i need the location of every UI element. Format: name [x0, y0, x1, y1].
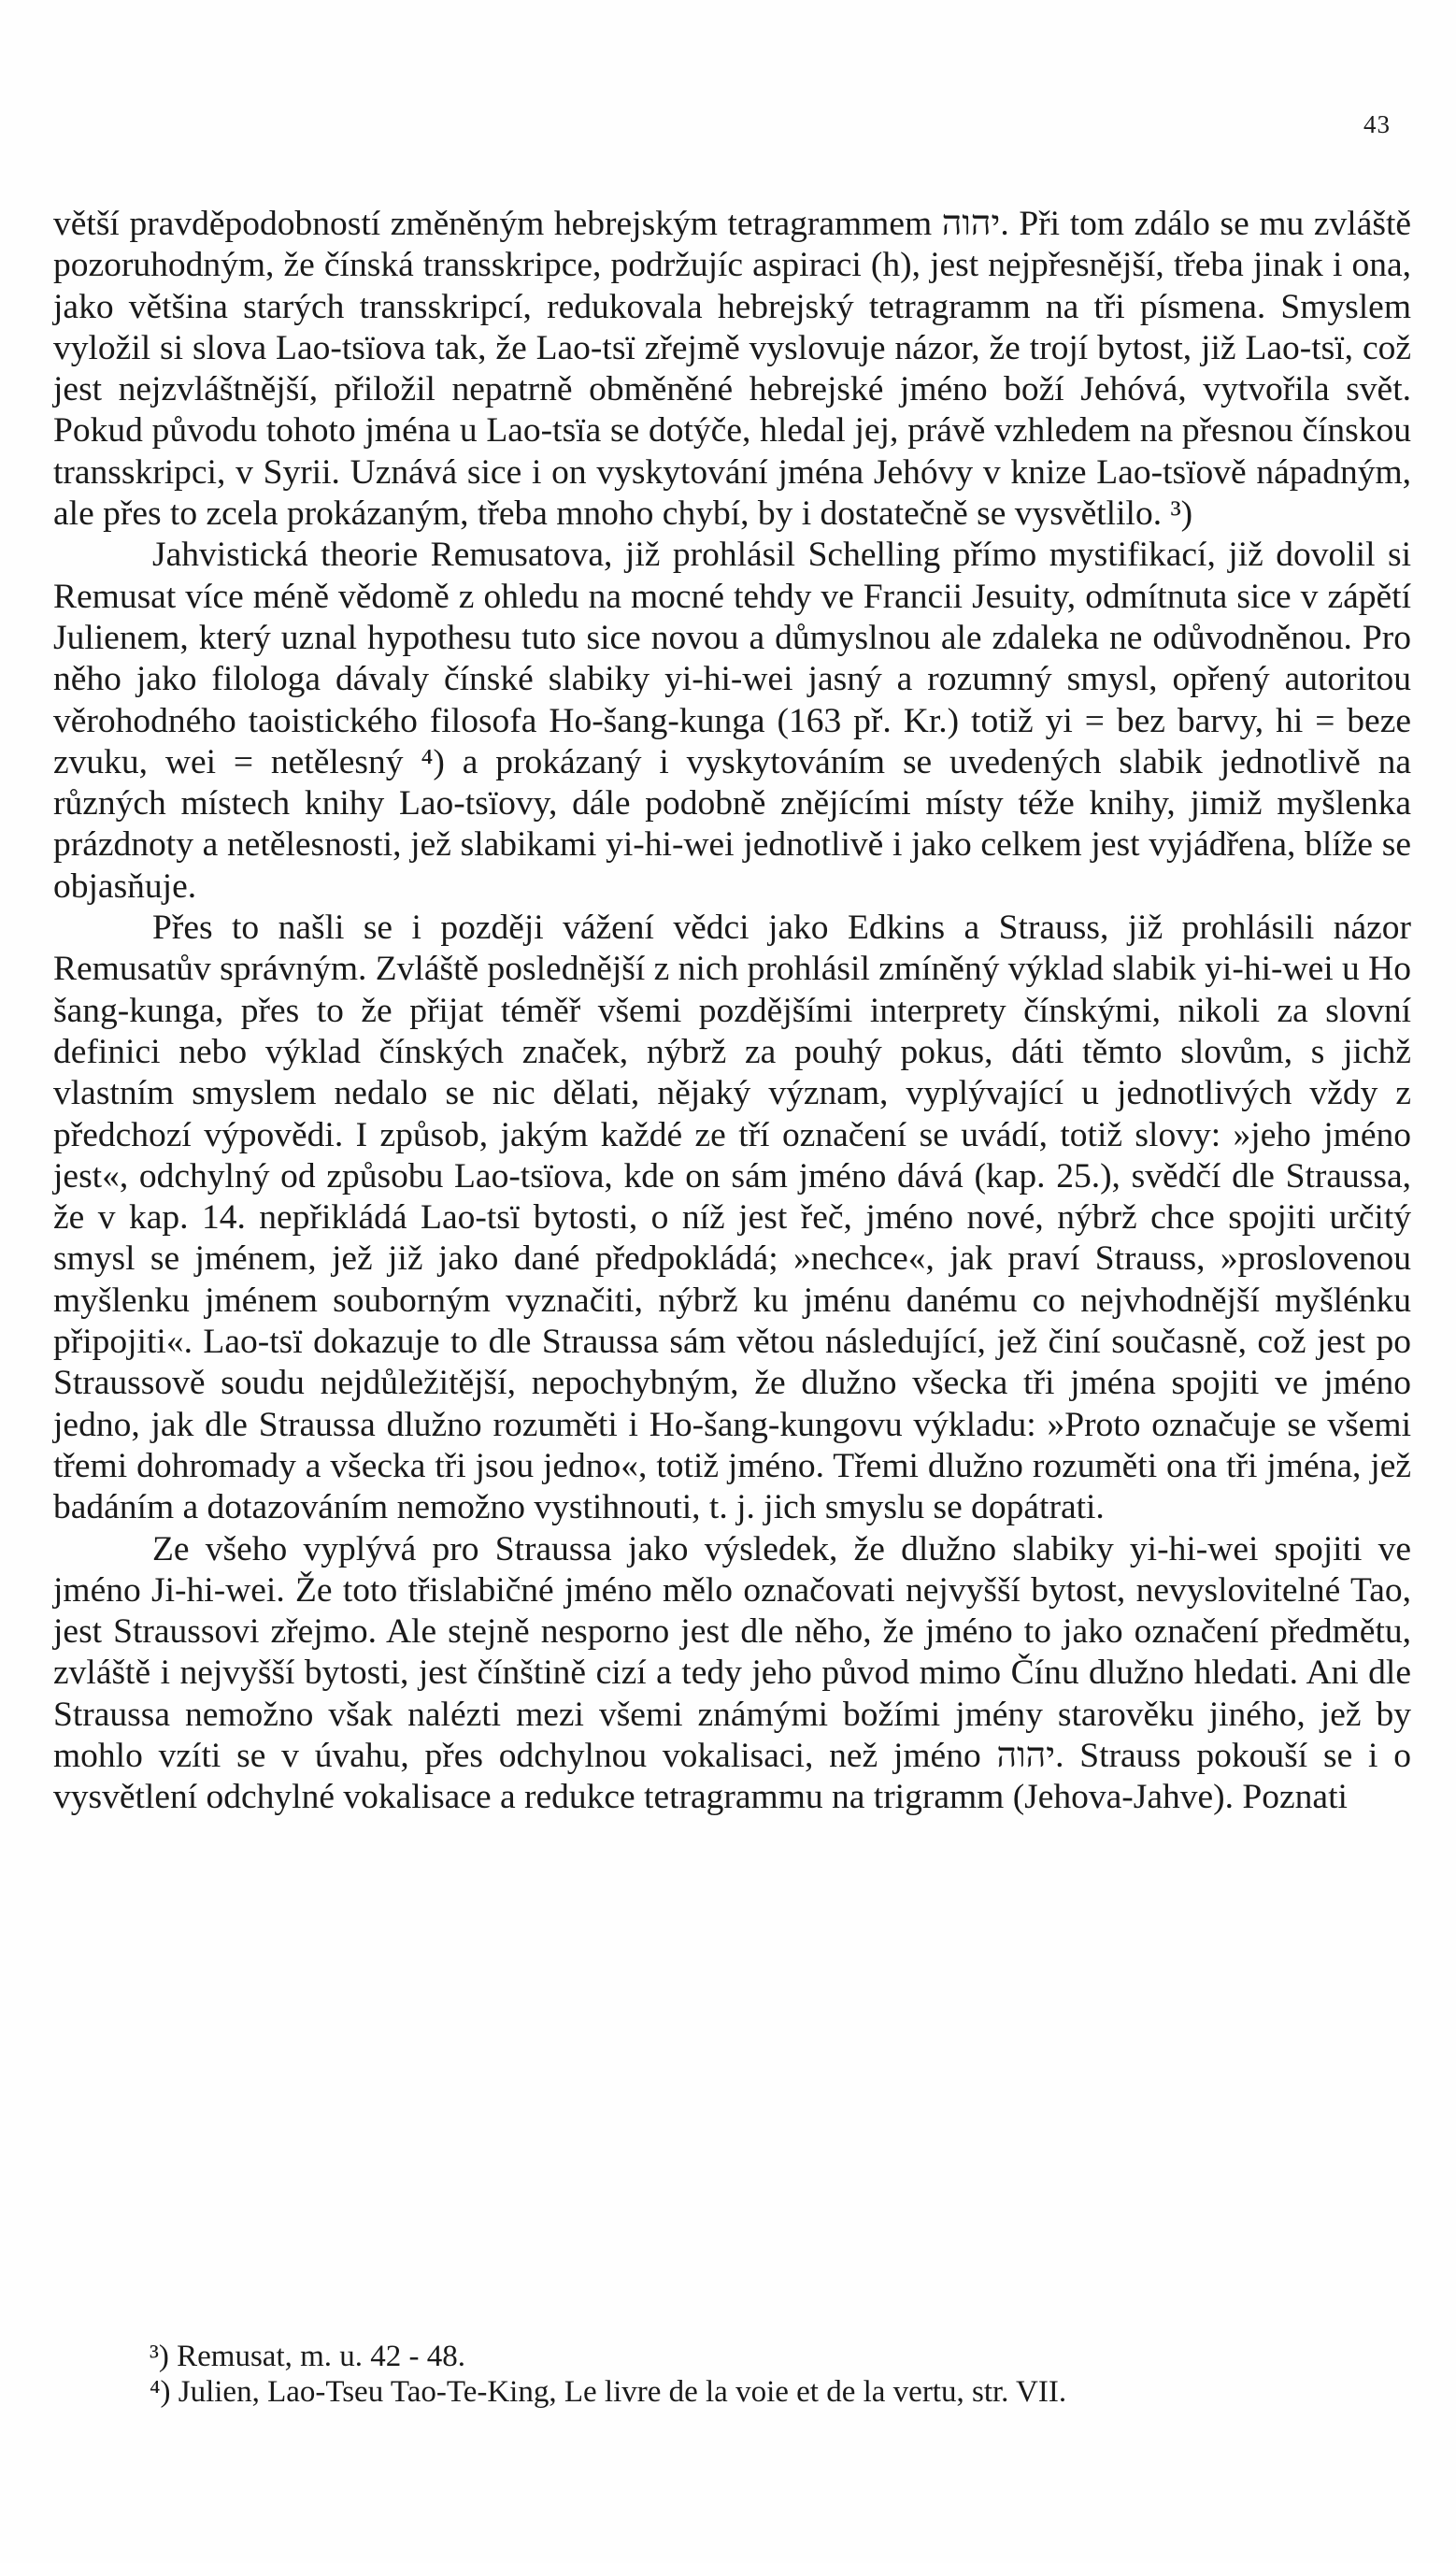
page-number: 43: [1363, 110, 1391, 138]
footnotes: [150, 2339, 1413, 2410]
paragraph-3: Přes to našli se i později vážení vědci jako Edkins a Strauss, již prohlásili názor Remusatův správným. Zvláště poslednější z nich prohlásil zmíněný výklad slabik yi-hi-wei u Ho šang-kunga, přes to že přijat téměř všemi pozdějšími interprety čínskými, nikoli za slovní definici nebo výklad čínských značek, nýbrž za pouhý pokus, dáti těmto slovům, s jichž vlastním smyslem nedalo se nic dělati, nějaký význam, vyplývající u jednotlivých vždy z předchozí výpovědi. I způsob, jakým každé ze tří označení se uvádí, totiž slovy: »jeho jméno jest«, odchylný od způsobu Lao-tsïova, kde on sám jméno dává (kap. 25.), svědčí dle Straussa, že v kap. 14. nepřikládá Lao-tsï bytosti, o níž jest řeč, jméno nové, nýbrž chce spojiti určitý smysl se jménem, jež již jako dané předpokládá; »nechce«, jak praví Strauss, »proslovenou myšlenku jménem souborným vyznačiti, nýbrž ku jménu danému co nejvhodnější myšlénku připojiti«. Lao-tsï dokazuje to dle Straussa sám větou následující, jež činí současně, což jest po Straussově soudu nejdůležitější, nepochybným, že dlužno všecka tři jména spojiti ve jméno jedno, jak dle Straussa dlužno rozuměti i Ho-šang-kungovu výkladu: »Proto označuje se všemi třemi dohromady a všecka tři jsou jedno«, totiž jméno. Třemi dlužno rozuměti ona tři jména, jež badáním a dotazováním nemožno vystihnouti, t. j. jich smyslu se dopátrati.: [53, 909, 1411, 1527]
paragraph-2: Jahvistická theorie Remusatova, již prohlásil Schelling přímo mystifikací, již dovolil si Remusat více méně vědomě z ohledu na mocné tehdy ve Francii Jesuity, odmítnuta sice v zápětí Julienem, který uznal hypothesu tuto sice novou a důmyslnou ale zdaleka ne odůvodněnou. Pro něho jako filologa dávaly čínské slabiky yi-hi-wei jasný a rozumný smysl, opřený autoritou věrohodného taoistického filosofa Ho-šang-kunga (163 př. Kr.) totiž yi = bez barvy, hi = beze zvuku, wei = netělesný ⁴) a prokázaný i vyskytováním se uvedených slabik jednotlivě na různých místech knihy Lao-tsïovy, dále podobně znějícími místy téže knihy, jimiž myšlenka prázdnoty a netělesnosti, jež slabikami yi-hi-wei jednotlivě i jako celkem jest vyjádřena, blíže se objasňuje.: [53, 536, 1411, 906]
body-text: [53, 204, 1411, 1819]
footnote-4: ⁴) Julien, Lao-Tseu Tao-Te-King, Le livre de la voie et de la vertu, str. VII.: [150, 2375, 1067, 2409]
paragraph-1: větší pravděpodobností změněným hebrejským tetragrammem יהוה. Při tom zdálo se mu zvláště pozoruhodným, že čínská transskripce, podržujíc aspiraci (h), jest nejpřesnější, třeba jinak i ona, jako většina starých transskripcí, redukovala hebrejský tetragramm na tři písmena. Smyslem vyložil si slova Lao-tsïova tak, že Lao-tsï zřejmě vyslovuje názor, že trojí bytost, již Lao-tsï, což jest nejzvláštnější, přiložil nepatrně obměněné hebrejské jméno boží Jehóvá, vytvořila svět. Pokud původu tohoto jména u Lao-tsïa se dotýče, hledal jej, právě vzhledem na přesnou čínskou transskripci, v Syrii. Uznává sice i on vyskytování jména Jehóvy v knize Lao-tsïově nápadným, ale přes to zcela prokázaným, třeba mnoho chybí, by i dostatečně se vysvětlilo. ³): [53, 205, 1412, 534]
paragraph-4: Ze všeho vyplývá pro Straussa jako výsledek, že dlužno slabiky yi-hi-wei spojiti ve jméno Ji-hi-wei. Že toto třislabičné jméno mělo označovati nejvyšší bytost, nevyslovitelné Tao, jest Straussovi zřejmo. Ale stejně nesporno jest dle něho, že jméno to jako označení předmětu, zvláště i nejvyšší bytosti, jest čínštině cizí a tedy jeho původ mimo Čínu dlužno hledati. Ani dle Straussa nemožno však nalézti mezi všemi známými božími jmény starověku jiného, jež by mohlo vzíti se v úvahu, přes odchylnou vokalisaci, než jméno יהוה. Strauss pokouší se i o vysvětlení odchylné vokalisace a redukce tetragrammu na trigramm (Jehova-Jahve). Poznati: [53, 1529, 1412, 1817]
footnote-3: ³) Remusat, m. u. 42 - 48.: [150, 2340, 466, 2373]
